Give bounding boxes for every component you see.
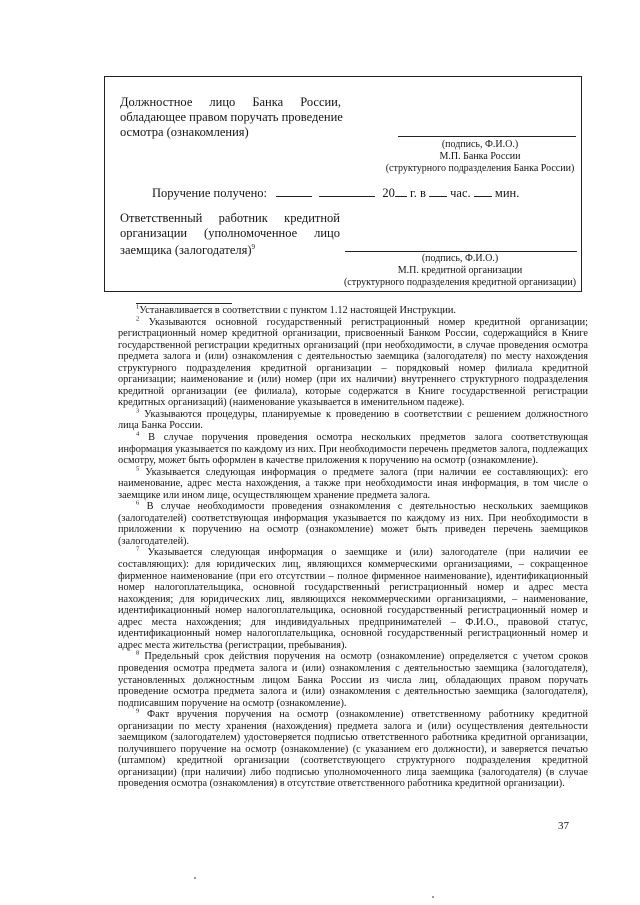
official-line-3: осмотра (ознакомления) — [120, 124, 249, 139]
footnote-text: Предельный срок действия поручения на осмотр (ознакомление) определяется с учетом сроков проведения осмотра предмета залога и (или) ознакомления с деятельностью заемщика (залогодателя), установленных должностным лицом Банка России из числа лиц, обладающих правом поручать проведение осмотра предмета залога и (или) ознакомления с деятельностью заемщика (залогодателя), подписавшим поручение на осмотр (ознакомление). — [118, 651, 588, 709]
footnote-text: Факт вручения поручения на осмотр (ознакомление) ответственному работнику кредитной организации по месту хранения (нахождения) предмета залога и (или) осуществления деятельности заемщиком (залогодателем) удостоверяется подписью ответственного работника кредитной организации, получившего поручение на осмотр (ознакомление) (с указанием его должности), и заверяется печатью (штампом) кредитной организации (соответствующего структурного подразделения кредитной организации) (при наличии) либо подписью уполномоченного лица заемщика (залогодателя) (в случае проведения осмотра (ознакомления) в отсутствие ответственного работника кредитной организации). — [118, 709, 588, 790]
responsible-signature-line — [345, 251, 577, 252]
footnote-2 — [118, 317, 588, 409]
footnote-marker: 6 — [136, 499, 140, 507]
footnote-4 — [118, 432, 588, 467]
footnote-3 — [118, 409, 588, 432]
footnote-text: Указываются процедуры, планируемые к проведению в соответствии с решением должностного лица Банка России. — [118, 408, 589, 432]
footnote-8 — [118, 651, 588, 709]
official-line-1: Должностное лицо Банка России, — [120, 95, 341, 109]
scan-speck — [432, 896, 434, 898]
received-minute-label: мин. — [494, 186, 520, 200]
responsible-footnote-ref: 9 — [251, 243, 256, 251]
footnote-text: Указывается следующая информация о предмете залога (при наличии ее составляющих): его наименование, адрес места нахождения, а также при необходимости иная информация, в том числе о заемщике или ином лице, осуществляющем хранение предмета залога. — [118, 466, 588, 501]
received-year-prefix: 20 — [382, 186, 395, 200]
footnote-marker: 1 — [136, 303, 140, 311]
official-label-rest — [120, 110, 360, 139]
page-number: 37 — [558, 820, 569, 832]
footnote-5 — [118, 467, 588, 502]
responsible-label — [120, 211, 340, 240]
scan-speck — [194, 877, 196, 879]
official-caption-division: (структурного подразделения Банка России) — [385, 163, 575, 174]
responsible-line-3: заемщика (залогодателя) — [120, 243, 252, 258]
responsible-caption-seal: М.П. кредитной организации — [397, 265, 523, 276]
received-day-blank — [276, 186, 312, 197]
footnote-text: В случае поручения проведения осмотра нескольких предметов залога соответствующая информация указывается по каждому из них. При необходимости перечень предметов залога, подлежащих осмотру, может быть оформлен в качестве приложения к поручению на осмотр (ознакомление). — [118, 432, 588, 467]
footnote-marker: 3 — [136, 407, 140, 415]
footnote-marker: 2 — [136, 315, 140, 323]
responsible-line-2: организации (уполномоченное лицо — [120, 225, 340, 240]
footnote-separator — [136, 303, 232, 304]
responsible-line-1: Ответственный работник кредитной — [120, 211, 340, 225]
footnote-marker: 7 — [136, 546, 140, 554]
received-minute-blank — [474, 186, 492, 197]
received-line — [152, 186, 519, 201]
footnote-marker: 5 — [136, 465, 140, 473]
responsible-caption-signature: (подпись, Ф.И.О.) — [421, 253, 499, 264]
footnote-marker: 4 — [136, 430, 140, 438]
footnotes — [118, 305, 588, 790]
official-label — [120, 95, 341, 110]
official-caption-seal: М.П. Банка России — [439, 151, 521, 162]
footnote-text: Указывается следующая информация о заемщике и (или) залогодателе (при наличии ее составляющих): для юридических лиц, являющихся коммерческими организациями, – сокращенное фирменное наименование (при его отсутствии – полное фирменное наименование), идентификационный номер налогоплательщика, основной государственный регистрационный номер и адрес места нахождения; для юридических лиц, являющихся некоммерческими организациями, – наименование, идентификационный номер налогоплательщика, основной государственный регистрационный номер и адрес места нахождения; для индивидуальных предпринимателей – Ф.И.О., правовой статус, идентификационный номер налогоплательщика, основной государственный регистрационный номер и адрес места жительства (регистрации, пребывания). — [118, 547, 588, 651]
responsible-line-3-wrap — [120, 240, 255, 258]
official-caption-signature: (подпись, Ф.И.О.) — [441, 139, 519, 150]
received-label: Поручение получено: — [152, 186, 268, 200]
official-line-2: обладающее правом поручать проведение — [120, 110, 343, 124]
footnote-9 — [118, 709, 588, 790]
responsible-captions — [340, 253, 580, 289]
footnote-marker: 9 — [136, 707, 140, 715]
footnote-6 — [118, 501, 588, 547]
received-g-label: г. в — [410, 186, 426, 200]
footnote-text: Указываются основной государственный регистрационный номер кредитной организации; регистрационный номер кредитной организации, присвоенный Банком России, содержащийся в Книге государственной регистрации кредитных организаций (при необходимости, в случае проведения осмотра предмета залога и (или) ознакомления с деятельностью заемщика (залогодателя) по месту нахождения структурного подразделения кредитной организации – порядковый номер филиала кредитной организации; наименование и (или) номер (при их наличии) внутреннего структурного подразделения кредитной организации (ее филиала), которые содержатся в Книге государственной регистрации кредитных организаций) (наименование указывается в именительном падеже). — [118, 316, 589, 409]
footnote-text: В случае необходимости проведения ознакомления с деятельностью нескольких заемщиков (залогодателей) соответствующая информация указывается по каждому из них. При необходимости в приложении к поручению на осмотр (ознакомление) может быть приведен перечень заемщиков (залогодателей). — [118, 501, 588, 547]
received-hour-blank — [429, 186, 447, 197]
footnote-text: Устанавливается в соответствии с пунктом 1.12 настоящей Инструкции. — [139, 305, 456, 316]
footnote-7 — [118, 547, 588, 651]
footnote-1 — [118, 305, 588, 317]
received-year-blank — [395, 186, 407, 197]
received-hour-label: час. — [450, 186, 471, 200]
footnote-marker: 8 — [136, 649, 140, 657]
responsible-caption-division: (структурного подразделения кредитной организации) — [343, 277, 577, 288]
official-signature-line — [398, 136, 576, 137]
received-month-blank — [319, 186, 375, 197]
official-captions — [380, 139, 580, 175]
